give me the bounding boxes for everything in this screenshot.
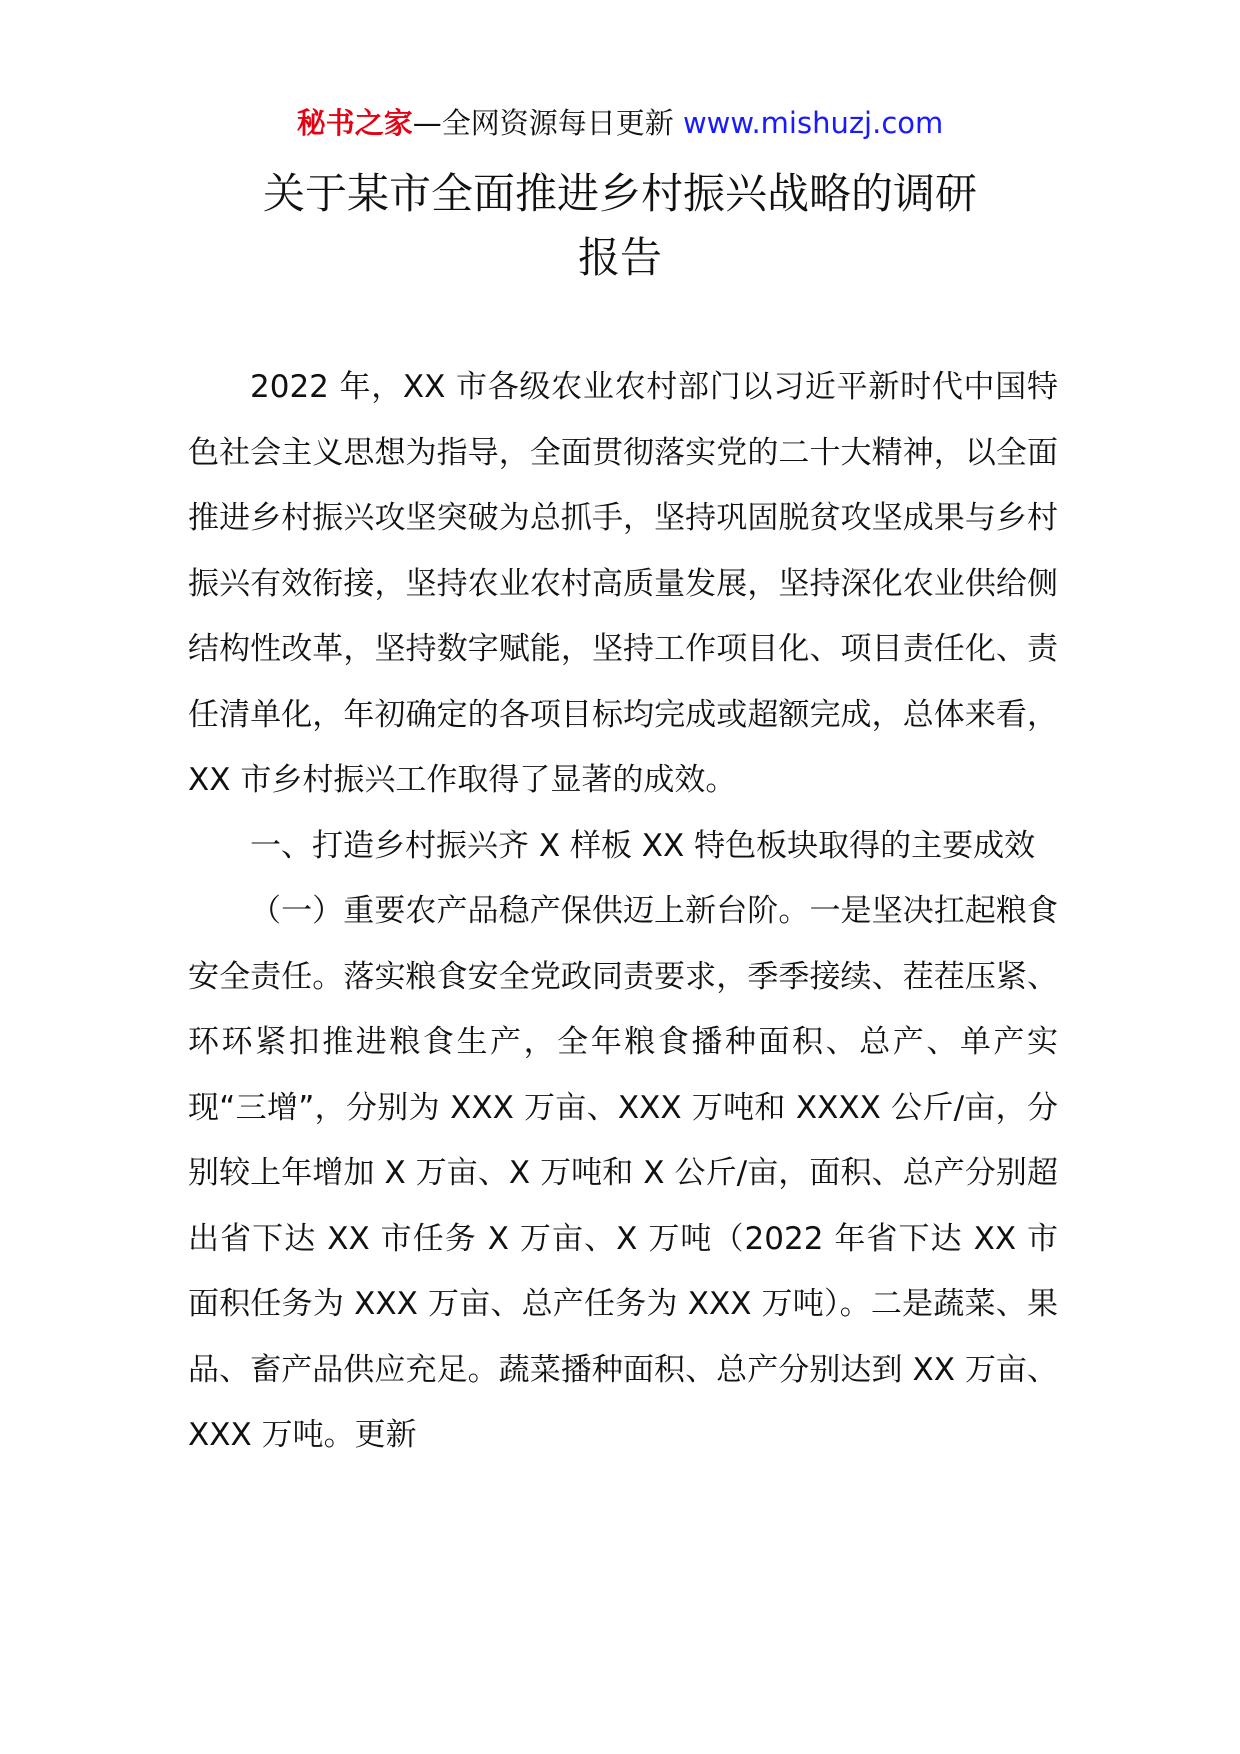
document-title bbox=[0, 162, 1240, 290]
document-title-line-2: 报告 bbox=[577, 233, 662, 282]
paragraph-intro: 2022 年，XX 市各级农业农村部门以习近平新时代中国特色社会主义思想为指导，全面贯彻落实党的二十大精神，以全面推进乡村振兴攻坚突破为总抓手，坚持巩固脱贫攻坚成果与乡村振兴有效衔接，坚持农业农村高质量发展，坚持深化农业供给侧结构性改革，坚持数字赋能，坚持工作项目化、项目责任化、责任清单化，年初确定的各项目标均完成或超额完成，总体来看，XX 市乡村振兴工作取得了显著的成效。 bbox=[188, 369, 1058, 798]
document-body bbox=[188, 355, 1058, 1469]
site-brand: 秘书之家 bbox=[296, 106, 413, 140]
section-heading-1: 一、打造乡村振兴齐 X 样板 XX 特色板块取得的主要成效 bbox=[250, 827, 1036, 864]
site-url-link[interactable]: www.mishuzj.com bbox=[682, 106, 944, 140]
site-header bbox=[0, 100, 1240, 146]
paragraph-subsection-1: （一）重要农产品稳产保供迈上新台阶。一是坚决扛起粮食安全责任。落实粮食安全党政同责要求，季季接续、茬茬压紧、环环紧扣推进粮食生产，全年粮食播种面积、总产、单产实现“三增”，分别为 XXX 万亩、XXX 万吨和 XXXX 公斤/亩，分别较上年增加 X 万亩、X 万吨和 X 公斤/亩，面积、总产分别超出省下达 XX 市任务 X 万亩、X 万吨（2022 年省下达 XX 市面积任务为 XXX 万亩、总产任务为 XXX 万吨）。二是蔬菜、果品、畜产品供应充足。蔬菜播种面积、总产分别达到 XX 万亩、XXX 万吨。更新 bbox=[188, 893, 1058, 1453]
document-title-line-1: 关于某市全面推进乡村振兴战略的调研 bbox=[262, 169, 977, 218]
site-slogan: —全网资源每日更新 bbox=[412, 106, 683, 140]
